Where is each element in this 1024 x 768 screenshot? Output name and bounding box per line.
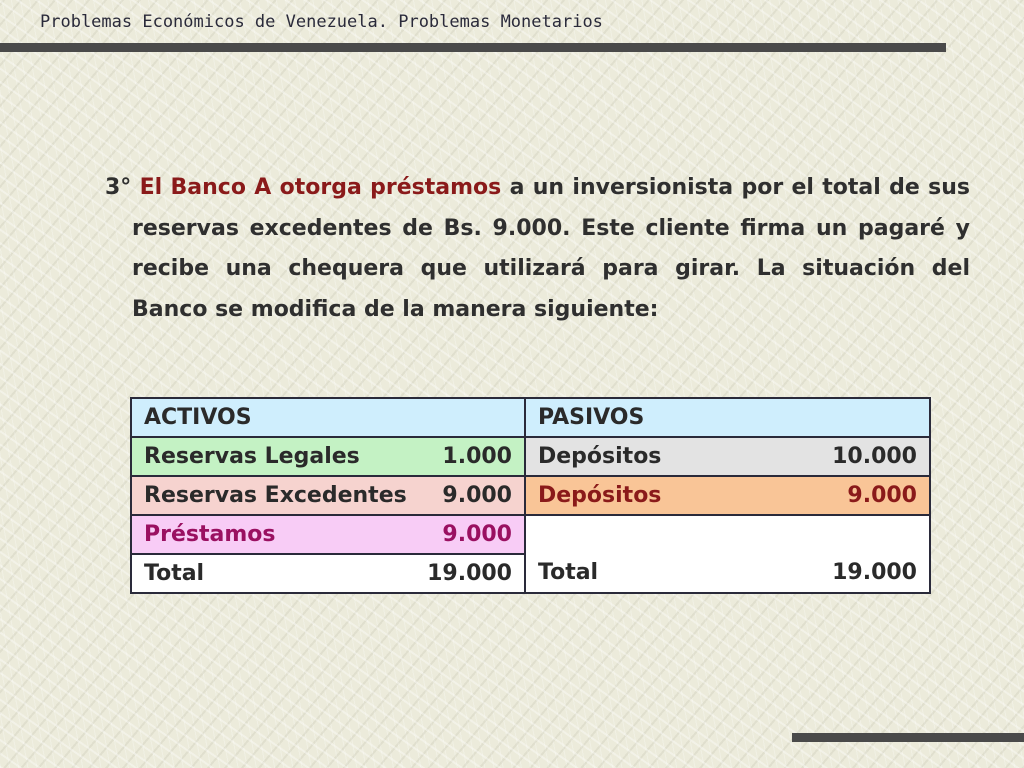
asset-value: 9.000 (442, 483, 512, 508)
liability-cell-depositos (525, 437, 930, 476)
liability-cell-total (525, 515, 930, 593)
liability-total-value: 19.000 (832, 560, 917, 585)
paragraph-highlight: El Banco A otorga préstamos (139, 175, 502, 200)
asset-total-label: Total (144, 561, 205, 586)
liability-value: 10.000 (832, 444, 917, 469)
liability-value: 9.000 (847, 483, 917, 508)
liability-total-label: Total (538, 560, 599, 585)
table-row (131, 476, 930, 515)
table-row (131, 437, 930, 476)
liability-label: Depósitos (538, 483, 662, 508)
activos-header: ACTIVOS (131, 398, 525, 437)
slide-header-title: Problemas Económicos de Venezuela. Problemas Monetarios (40, 12, 603, 32)
table-header-row (131, 398, 930, 437)
asset-cell-total (131, 554, 525, 593)
asset-label: Préstamos (144, 522, 276, 547)
asset-value: 1.000 (442, 444, 512, 469)
liability-cell-depositos-new (525, 476, 930, 515)
asset-cell-prestamos (131, 515, 525, 554)
asset-total-value: 19.000 (427, 561, 512, 586)
asset-cell-reservas-legales (131, 437, 525, 476)
asset-label: Reservas Legales (144, 444, 360, 469)
liability-label: Depósitos (538, 444, 662, 469)
paragraph-number: 3° (105, 175, 132, 200)
explanation-paragraph (105, 168, 970, 330)
pasivos-header: PASIVOS (525, 398, 930, 437)
asset-label: Reservas Excedentes (144, 483, 407, 508)
table-row (131, 515, 930, 554)
asset-cell-reservas-excedentes (131, 476, 525, 515)
asset-value: 9.000 (442, 522, 512, 547)
bottom-rule (792, 733, 1024, 742)
top-rule (0, 43, 946, 52)
paragraph-body: a un inversionista por el total de sus reservas excedentes de Bs. 9.000. Este cliente firma un pagaré y recibe una chequera que utilizará para girar. La situación del Banco se modifica de la manera siguiente: (132, 175, 970, 322)
balance-sheet-table (130, 397, 931, 594)
